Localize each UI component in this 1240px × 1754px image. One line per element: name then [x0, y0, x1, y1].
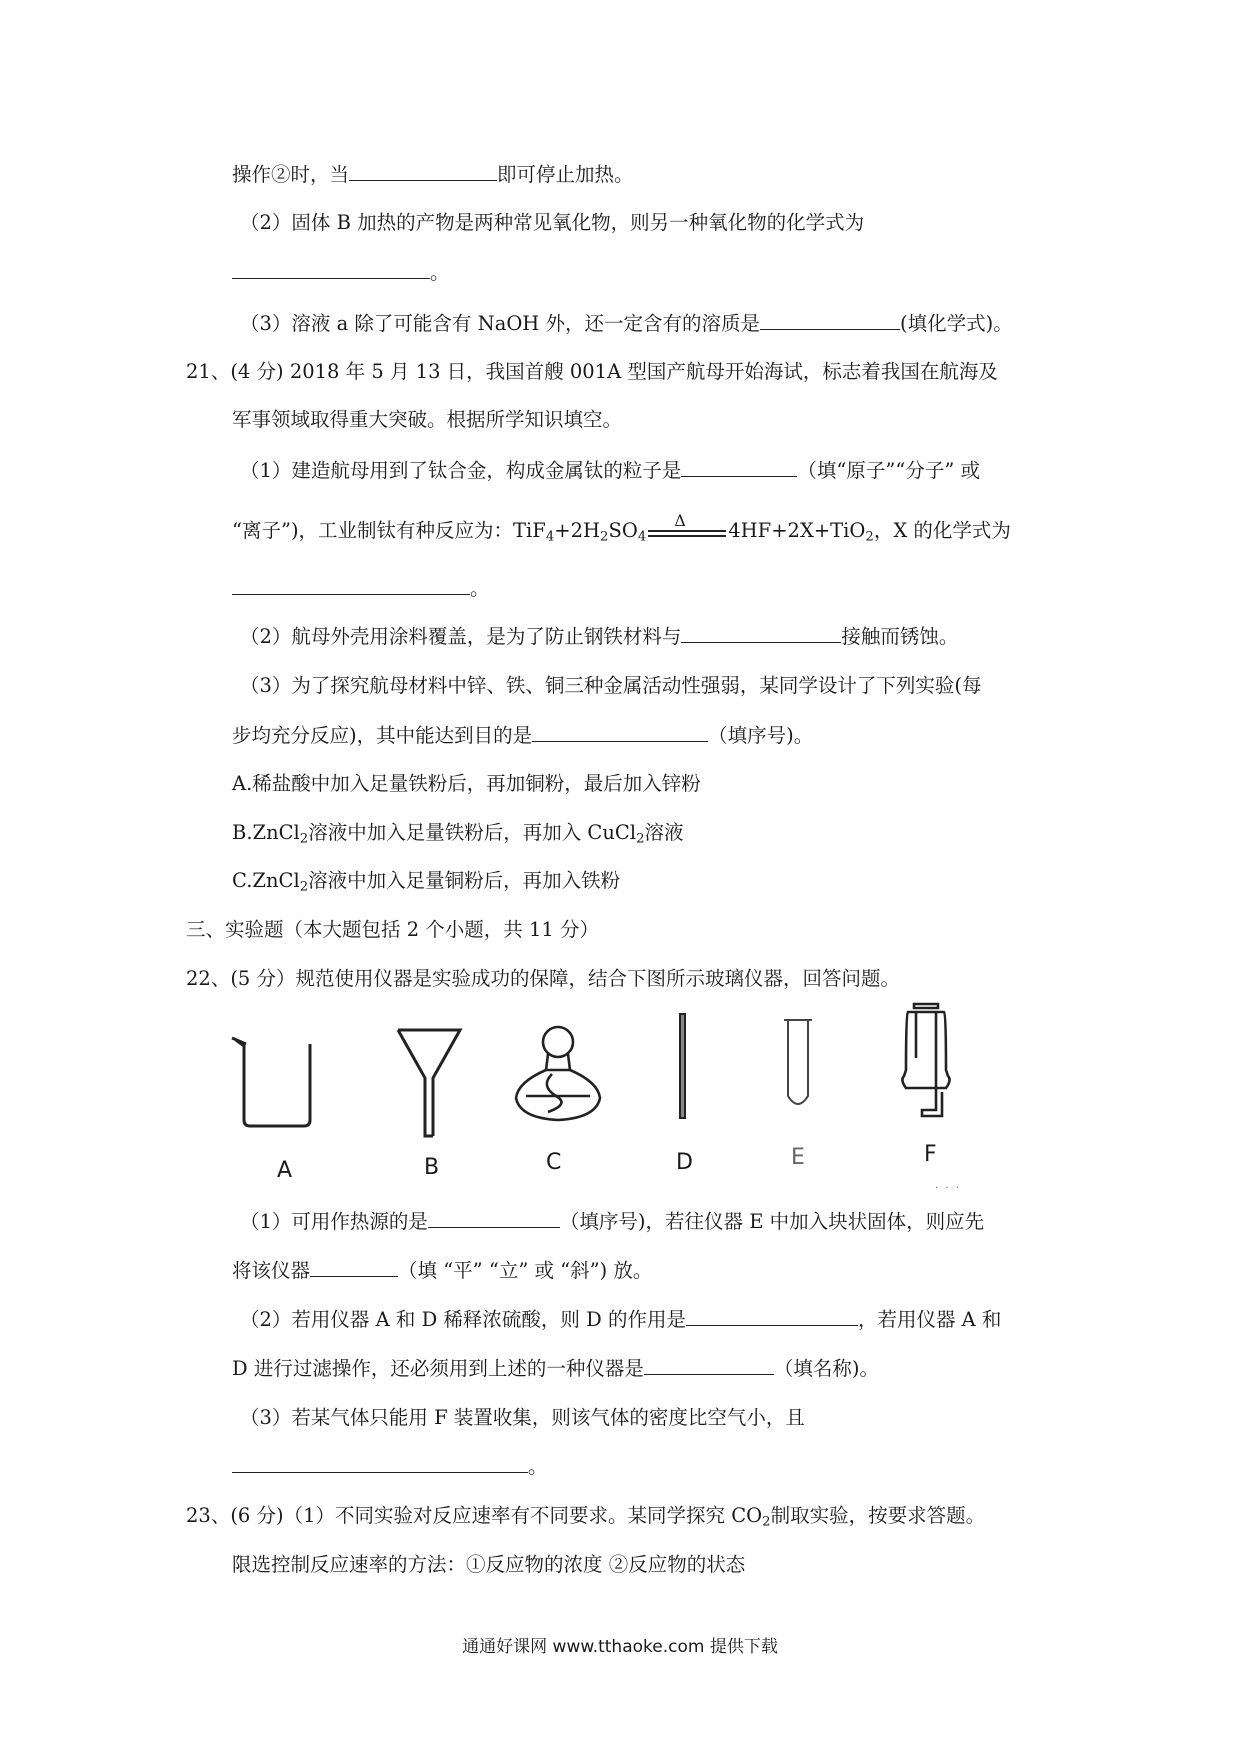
glass-rod-icon [680, 1014, 685, 1118]
answer-blank[interactable] [232, 1452, 528, 1473]
q22-part1b: 将该仪器 （填 “平” “立” 或 “斜”) 放。 [232, 1256, 652, 1285]
answer-blank[interactable] [681, 622, 841, 643]
q22-head: 22、(5 分）规范使用仪器是实验成功的保障，结合下图所示玻璃仪器，回答问题。 [186, 967, 901, 990]
q21-part1-answer: 。 [232, 574, 490, 603]
alcohol-lamp-icon [516, 1027, 600, 1120]
q22-part3: （3）若某气体只能用 F 装置收集，则该气体的密度比空气小，且 [240, 1406, 805, 1429]
q21-part3: （3）为了探究航母材料中锌、铁、铜三种金属活动性强弱，某同学设计了下列实验(每 [240, 674, 982, 697]
answer-blank[interactable] [310, 1256, 398, 1277]
q22-part3-answer: 。 [232, 1452, 548, 1481]
apparatus-label: F [924, 1142, 937, 1167]
q21-option-c: C.ZnCl$_2$溶液中加入足量铜粉后，再加入铁粉 [232, 869, 621, 895]
section-3-heading: 三、实验题（本大题包括 2 个小题，共 11 分） [186, 918, 600, 941]
q21-option-b: B.ZnCl$_2$溶液中加入足量铁粉后，再加入 CuCl$_2$溶液 [232, 821, 684, 847]
beaker-icon [232, 1038, 310, 1126]
answer-blank[interactable] [428, 1207, 560, 1228]
q23-line2: 限选控制反应速率的方法：①反应物的浓度 ②反应物的状态 [232, 1553, 746, 1576]
test-tube-icon [784, 1020, 812, 1104]
apparatus-label: E [791, 1145, 805, 1170]
answer-blank[interactable] [760, 309, 900, 330]
answer-blank[interactable] [232, 574, 470, 595]
funnel-icon [398, 1030, 460, 1136]
answer-blank[interactable] [686, 1305, 858, 1326]
q20-part2: （2）固体 B 加热的产物是两种常见氧化物，则另一种氧化物的化学式为 [240, 211, 865, 234]
heat-equation-sign: Δ [646, 517, 728, 545]
answer-blank[interactable] [644, 1354, 774, 1375]
gas-bottle-icon [902, 1004, 949, 1116]
q23-head: 23、(6 分)（1）不同实验对反应速率有不同要求。某同学探究 $CO_2$制取实验，按要求答题。 [186, 1504, 986, 1530]
q21-part1-reaction: “离子”)，工业制钛有种反应为：$TiF_4+2H_2SO_4$ Δ 4HF+2X+TiO$_2$，X 的化学式为 [232, 511, 1011, 545]
q21-part2: （2）航母外壳用涂料覆盖，是为了防止钢铁材料与 接触而锈蚀。 [240, 622, 958, 651]
apparatus-label: D [676, 1150, 693, 1175]
q21-option-a: A.稀盐酸中加入足量铁粉后，再加铜粉，最后加入锌粉 [232, 772, 701, 795]
q21-part3b: 步均充分反应)，其中能达到目的是 （填序号)。 [232, 721, 813, 750]
q22-part2: （2）若用仪器 A 和 D 稀释浓硫酸，则 D 的作用是 ，若用仪器 A 和 [240, 1305, 1001, 1334]
q22-part1: （1）可用作热源的是 （填序号)，若往仪器 E 中加入块状固体，则应先 [240, 1207, 984, 1236]
answer-blank[interactable] [681, 456, 797, 477]
page-footer: 通通好课网 www.tthaoke.com 提供下载 [462, 1637, 778, 1657]
answer-blank[interactable] [232, 258, 430, 279]
q21-head2: 军事领域取得重大突破。根据所学知识填空。 [232, 408, 623, 431]
q20-part2-answer: 。 [232, 258, 450, 287]
q21-part1: （1）建造航母用到了钛合金，构成金属钛的粒子是 （填“原子”“分子” 或 [240, 456, 980, 485]
apparatus-label: B [424, 1155, 440, 1180]
q21-head: 21、(4 分) 2018 年 5 月 13 日，我国首艘 001A 型国产航母开始海试，标志着我国在航海及 [186, 360, 998, 383]
apparatus-label: C [546, 1150, 562, 1175]
q20-line-a: 操作②时，当 即可停止加热。 [232, 160, 634, 189]
decorative-dots: · · · [935, 1183, 961, 1194]
q22-part2b: D 进行过滤操作，还必须用到上述的一种仪器是 （填名称)。 [232, 1354, 879, 1383]
answer-blank[interactable] [349, 160, 497, 181]
apparatus-label: A [277, 1158, 293, 1183]
answer-blank[interactable] [532, 721, 708, 742]
apparatus-figure [0, 1000, 1240, 1190]
q20-part3: （3）溶液 a 除了可能含有 NaOH 外，还一定含有的溶质是 (填化学式)。 [240, 309, 1013, 338]
